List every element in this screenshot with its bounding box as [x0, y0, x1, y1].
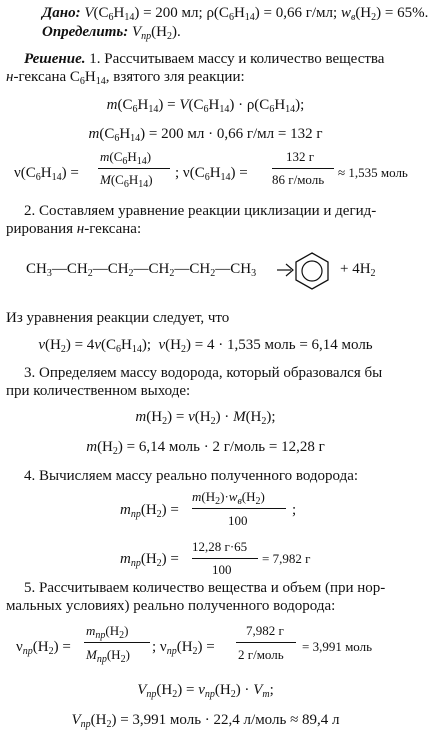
step4-line1: 4. Вычисляем массу реально полученного водорода: [24, 468, 359, 484]
step5-line1: 5. Рассчитываем количество вещества и объем (при нор- [24, 580, 386, 596]
step2-line1: 2. Составляем уравнение реакции циклизации и дегид- [24, 203, 377, 219]
find-line [42, 25, 181, 40]
eq-mass-def: $m(C_6H_{14}) = V(C_6H_{14}) \cdot \rho(C_6H_{14})$; [106, 97, 305, 115]
step1-text: 1. Рассчитываем массу и количество вещества [89, 51, 385, 67]
reaction-lhs: $CH_3—CH_2—CH_2—CH_2—CH_2—CH_3$ [26, 261, 257, 279]
eq-nupr-lhs: $\nu_{пр}(H_2)$ = [16, 639, 71, 657]
step1-line1 [24, 52, 384, 67]
eq-nu-res: ≈ 1,535 моль [338, 165, 408, 180]
eq-nu-lhs: $\nu(C_6H_{14})$ = [14, 165, 79, 183]
step3-line1: 3. Определяем массу водорода, который образовался бы [24, 365, 383, 381]
eq-mass-val: $m(C_6H_{14}) = 200$ мл · 0,66 г/мл = 132 г [88, 126, 323, 144]
given-line [42, 6, 428, 21]
step2-line2: рирования н-гексана: [6, 221, 142, 237]
given-text: $V(C_6H_{14}) = 200$ мл; $\rho(C_6H_{14}) = 0,66$ г/мл; $w_в(H_2) = 65\%$. [84, 5, 428, 23]
benzene-ring-icon [296, 253, 328, 289]
eq-nupr-sep: ; $\nu_{пр}(H_2)$ = [152, 639, 215, 657]
eq-m-h2-def: $m(H_2) = \nu(H_2) \cdot M(H_2)$; [135, 409, 276, 427]
given-label: Дано: [42, 5, 81, 21]
eq-mpr-semicolon: ; [292, 502, 297, 518]
eq-vpr-val: $V_{пр}(H_2) = 3,991$ моль · 22,4 л/моль ≈ 89,4 л [71, 712, 340, 730]
eq-mpr2-res: = 7,982 г [262, 551, 311, 566]
eq-mpr-lhs: $m_{пр}(H_2)$ = [120, 502, 179, 520]
step1-line2: н-гексана $C_6H_{14}$, взятого зля реакции: [6, 69, 245, 87]
eq-m-h2-val: $m(H_2) = 6,14$ моль · 2 г/моль = 12,28 г [86, 439, 325, 457]
reaction-arrow-benzene [277, 250, 397, 290]
eq-nu-sep: ; $\nu(C_6H_{14})$ = [175, 165, 248, 183]
solution-label: Решение. [24, 51, 86, 67]
eq-nu-h2: $\nu(H_2) = 4\nu(C_6H_{14})$; $\nu(H_2) = 4 \cdot 1,535$ моль = 6,14 моль [38, 337, 373, 355]
follows-text: Из уравнения реакции следует, что [6, 310, 230, 326]
reaction-rhs: + $4H_2$ [340, 261, 376, 279]
eq-nupr-res: = 3,991 моль [302, 639, 373, 654]
step5-line2: мальных условиях) реально полученного водорода: [6, 598, 336, 614]
find-label: Определить: [42, 24, 129, 40]
step3-line2: при количественном выходе: [6, 383, 191, 399]
eq-mpr2-lhs: $m_{пр}(H_2)$ = [120, 551, 179, 569]
find-text: $V_{пр}(H_2)$. [132, 24, 181, 42]
eq-vpr-def: $V_{пр}(H_2) = \nu_{пр}(H_2) \cdot V_m$; [137, 682, 274, 700]
